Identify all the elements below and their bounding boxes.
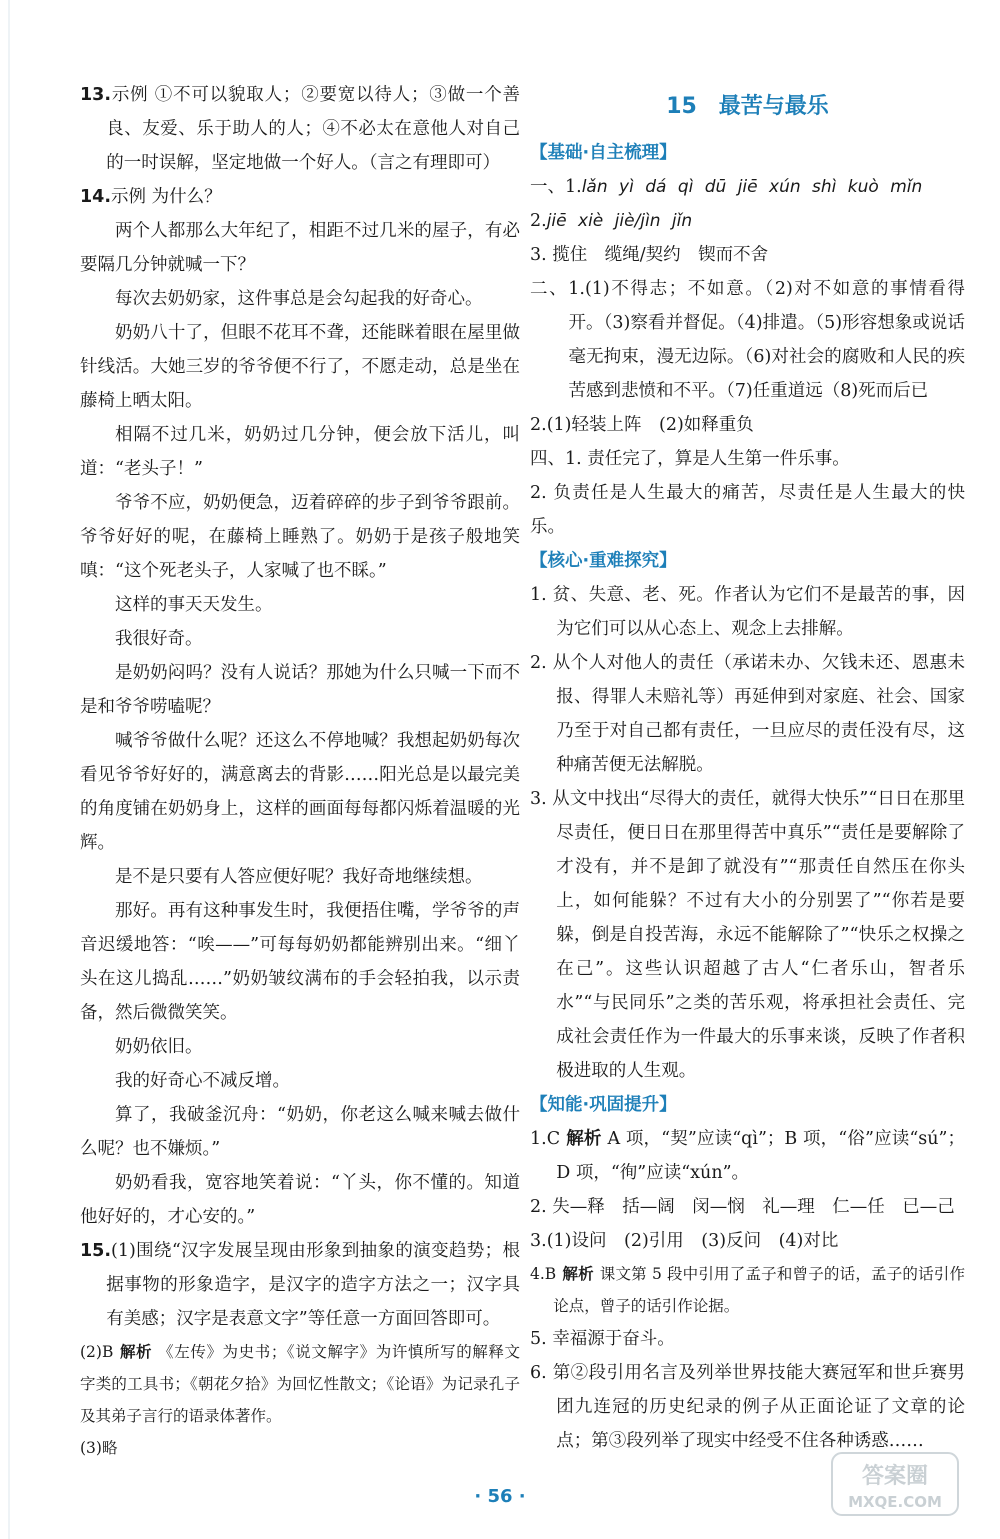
basic-1-2: 2.jiē xiè jiè/jìn jǐn [530, 211, 693, 231]
story-paragraph: 是不是只要有人答应便好呢？我好奇地继续想。 [115, 867, 483, 887]
story-paragraph: 奶奶看我，宽容地笑着说：“丫头，你不懂的。知道他好好的，才心安的。” [80, 1173, 520, 1227]
margin-line [8, 0, 10, 1539]
core-2: 2. 从个人对他人的责任（承诺未办、欠钱未还、恩惠未报、得罪人未赔礼等）再延伸到对家庭、社会、国家乃至于对自己都有责任，一旦应尽的责任没有尽，这种痛苦便无法解脱。 [530, 653, 965, 775]
section-practice: 【知能·巩固提升】 [530, 1095, 677, 1115]
answer-15-2: (2)B 解析 《左传》为史书；《说文解字》为许慎所写的解释文字类的工具书；《朝花夕拾》为回忆性散文；《论语》为记录孔子及其弟子言行的语录体著作。 [80, 1343, 520, 1425]
story-paragraph: 这样的事天天发生。 [115, 595, 273, 615]
page-number: · 56 · [474, 1486, 526, 1507]
svg-text:答案圈: 答案圈 [861, 1464, 929, 1489]
practice-3: 3.(1)设问 (2)引用 (3)反问 (4)对比 [530, 1231, 839, 1251]
answer-15-1: 15.(1)围绕“汉字发展呈现由形象到抽象的演变趋势；根据事物的形象造字，是汉字的造字方法之一；汉字具有美感；汉字是表意文字”等任意一方面回答即可。 [80, 1241, 520, 1329]
story-paragraph: 奶奶八十了，但眼不花耳不聋，还能眯着眼在屋里做针线活。大她三岁的爷爷便不行了，不愿走动，总是坐在藤椅上晒太阳。 [80, 323, 520, 411]
story-paragraph: 算了，我破釜沉舟：“奶奶，你老这么喊来喊去做什么呢？也不嫌烦。” [80, 1105, 520, 1159]
story-paragraph: 相隔不过几米，奶奶过几分钟，便会放下活儿，叫道：“老头子！” [80, 425, 520, 479]
right-column [530, 78, 965, 1458]
left-column [80, 78, 520, 1464]
story-paragraph: 喊爷爷做什么呢？还这么不停地喊？我想起奶奶每次看见爷爷好好的，满意离去的背影……阳光总是以最完美的角度铺在奶奶身上，这样的画面每每都闪烁着温暖的光辉。 [80, 731, 520, 853]
practice-6: 6. 第②段引用名言及列举世界技能大赛冠军和世乒赛男团九连冠的历史纪录的例子从正面论证了文章的论点；第③段列举了现实中经受不住各种诱惑…… [530, 1363, 965, 1451]
basic-2-2: 2.(1)轻装上阵 (2)如释重负 [530, 415, 754, 435]
practice-4: 4.B 解析 课文第 5 段中引用了孟子和曾子的话，孟子的话引作论点，曾子的话引作论据。 [530, 1265, 965, 1315]
story-paragraph: 奶奶依旧。 [115, 1037, 203, 1057]
core-3: 3. 从文中找出“尽得大的责任，就得大快乐”“日日在那里尽责任，便日日在那里得苦中真乐”“责任是要解除了才没有，并不是卸了就没有”“那责任自然压在你头上，如何能躲？不过有大小的分别罢了”“你若是要躲，倒是自投苦海，永远不能解除了”“快乐之权操之在己”。这些认识超越了古人“仁者乐山，智者乐水”“与民同乐”之类的苦乐观，将承担社会责任、完成社会责任作为一件最大的乐事来谈，反映了作者积极进取的人生观。 [530, 789, 965, 1081]
story-paragraph: 每次去奶奶家，这件事总是会勾起我的好奇心。 [115, 289, 483, 309]
practice-1: 1.C 解析 A 项，“契”应读“qì”；B 项，“俗”应读“sú”；D 项，“徇”应读“xún”。 [530, 1129, 965, 1183]
basic-2-1: 二、1.(1)不得志；不如意。（2)对不如意的事情看得开。（3)察看并督促。（4)排遣。（5)形容想象或说话毫无拘束，漫无边际。（6)对社会的腐败和人民的疾苦感到悲愤和不平。（7)任重道远（8)死而后已 [530, 279, 965, 401]
story-paragraph: 我很好奇。 [115, 629, 203, 649]
basic-1-1: 一、1.lǎn yì dá qì dū jiē xún shì kuò mǐn [530, 177, 923, 197]
core-1: 1. 贫、失意、老、死。作者认为它们不是最苦的事，因为它们可以从心态上、观念上去排解。 [530, 585, 965, 639]
story-paragraph: 是奶奶闷吗？没有人说话？那她为什么只喊一下而不是和爷爷唠嗑呢？ [80, 663, 520, 717]
basic-4-1: 四、1. 责任完了，算是人生第一件乐事。 [530, 449, 850, 469]
answer-14-head: 14.示例 为什么？ [80, 187, 222, 207]
svg-text:MXQE.COM: MXQE.COM [848, 1493, 942, 1511]
story-paragraph: 爷爷不应，奶奶便急，迈着碎碎的步子到爷爷跟前。爷爷好好的呢，在藤椅上睡熟了。奶奶于是孩子般地笑嗔：“这个死老头子，人家喊了也不睬。” [80, 493, 520, 581]
basic-1-3: 3. 揽住 缆绳/契约 锲而不舍 [530, 245, 769, 265]
story-paragraph: 我的好奇心不减反增。 [115, 1071, 290, 1091]
answer-13: 13.示例 ①不可以貌取人；②要宽以待人；③做一个善良、友爱、乐于助人的人；④不必太在意他人对自己的一时误解，坚定地做一个好人。（言之有理即可） [80, 85, 520, 173]
story-paragraph: 两个人都那么大年纪了，相距不过几米的屋子，有必要隔几分钟就喊一下？ [80, 221, 520, 275]
lesson-title: 15 最苦与最乐 [666, 94, 829, 119]
practice-2: 2. 失—释 括—阔 闵—悯 礼—理 仁—任 已—己 [530, 1197, 955, 1217]
answer-14-story [80, 214, 520, 1234]
basic-4-2: 2. 负责任是人生最大的痛苦，尽责任是人生最大的快乐。 [530, 483, 965, 537]
watermark-logo [830, 1449, 960, 1519]
practice-5: 5. 幸福源于奋斗。 [530, 1329, 675, 1349]
story-paragraph: 那好。再有这种事发生时，我便捂住嘴，学爷爷的声音迟缓地答：“唉——”可每每奶奶都能辨别出来。“细丫头在这儿捣乱……”奶奶皱纹满布的手会轻拍我，以示责备，然后微微笑笑。 [80, 901, 520, 1023]
section-core: 【核心·重难探究】 [530, 551, 677, 571]
section-basic: 【基础·自主梳理】 [530, 143, 677, 163]
answer-15-3: (3)略 [80, 1439, 118, 1457]
